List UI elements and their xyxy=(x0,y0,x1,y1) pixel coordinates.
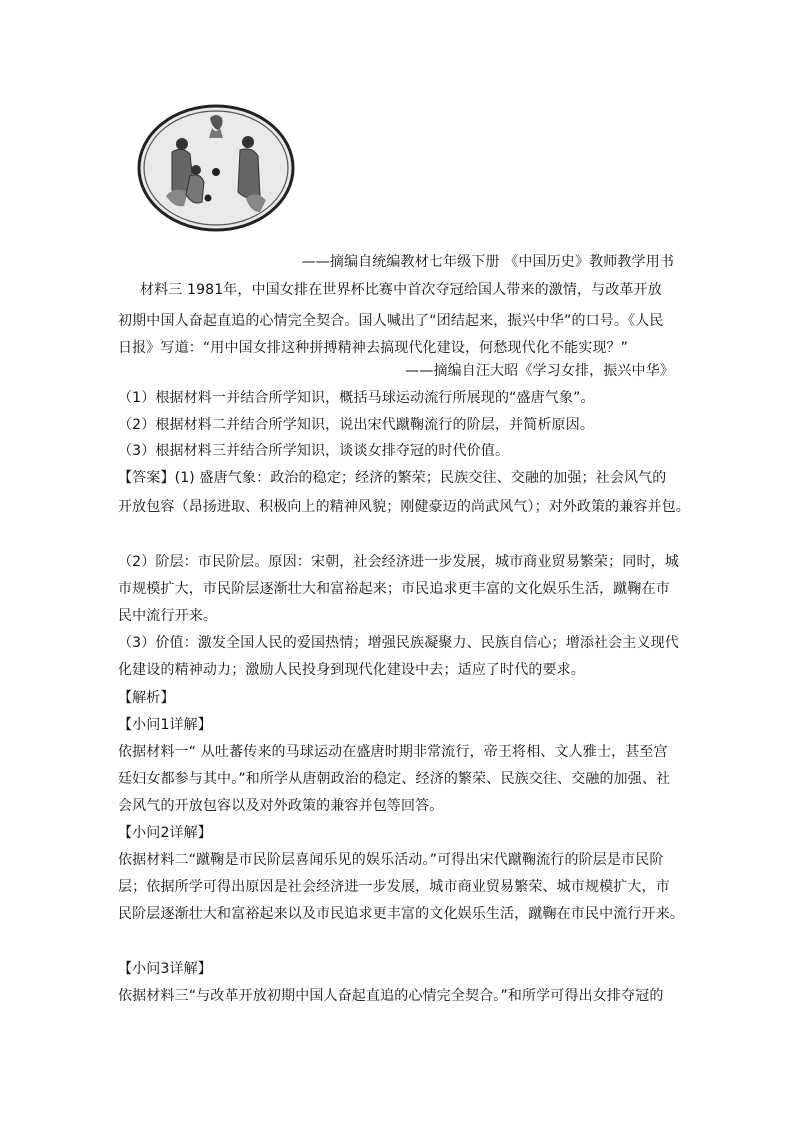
question-1: （1）根据材料一并结合所学知识，概括马球运动流行所展现的“盛唐气象”。 xyxy=(118,390,595,406)
answer-part-2-line-2: 市规模扩大，市民阶层逐渐壮大和富裕起来；市民追求更丰富的文化娱乐生活，蹴鞠在市 xyxy=(118,581,670,597)
question-2: （2）根据材料二并结合所学知识，说出宋代蹴鞠流行的阶层，并简析原因。 xyxy=(118,417,595,433)
answer-line-2: 开放包容（昂扬进取、积极向上的精神风貌；刚健豪迈的尚武风气）；对外政策的兼容并包。 xyxy=(118,499,690,515)
analysis-heading: 【解析】 xyxy=(118,690,175,706)
answer-line-1: 【答案】(1) 盛唐气象：政治的稳定；经济的繁荣；民族交往、交融的加强；社会风气的 xyxy=(118,470,667,486)
analysis-q2-line-1: 依据材料二“蹴鞠是市民阶层喜闻乐见的娱乐活动。”可得出宋代蹴鞠流行的阶层是市民阶 xyxy=(118,852,664,868)
analysis-q3-heading: 【小问3详解】 xyxy=(118,961,212,977)
answer-part-2-line-1: （2）阶层：市民阶层。原因：宋朝，社会经济进一步发展，城市商业贸易繁荣；同时，城 xyxy=(118,554,679,570)
material-3-line-2: 初期中国人奋起直追的心情完全契合。国人喊出了“团结起来，振兴中华”的口号。《人民 xyxy=(118,313,664,329)
material-3-line-3: 日报》写道：“用中国女排这种拼搏精神去搞现代化建设，何愁现代化不能实现？” xyxy=(118,340,629,356)
analysis-q1-line-3: 会风气的开放包容以及对外政策的兼容并包等回答。 xyxy=(118,798,444,814)
answer-part-3-line-2: 化建设的精神动力；激励人民投身到现代化建设中去；适应了时代的要求。 xyxy=(118,662,585,678)
material-3-source: ——摘编自汪大昭《学习女排，振兴中华》 xyxy=(405,363,674,379)
analysis-q1-line-1: 依据材料一“ 从吐蕃传来的马球运动在盛唐时期非常流行，帝王将相、文人雅士，甚至宫 xyxy=(118,744,668,760)
question-3: （3）根据材料三并结合所学知识，谈谈女排夺冠的时代价值。 xyxy=(118,443,510,459)
analysis-q2-line-3: 民阶层逐渐壮大和富裕起来以及市民追求更丰富的文化娱乐生活，蹴鞠在市民中流行开来。 xyxy=(118,906,684,922)
analysis-q1-line-2: 廷妇女都参与其中。”和所学从唐朝政治的稳定、经济的繁荣、民族交往、交融的加强、社 xyxy=(118,771,671,787)
material-2-source: ——摘编自统编教材七年级下册 《中国历史》教师教学用书 xyxy=(301,254,674,270)
bronze-mirror-cuju-illustration xyxy=(136,104,296,232)
answer-part-3-line-1: （3）价值：激发全国人民的爱国热情；增强民族凝聚力、民族自信心；增添社会主义现代 xyxy=(118,635,679,651)
analysis-q3-line-1: 依据材料三“与改革开放初期中国人奋起直追的心情完全契合。”和所学可得出女排夺冠的 xyxy=(118,988,664,1004)
analysis-q2-heading: 【小问2详解】 xyxy=(118,825,212,841)
answer-part-2-line-3: 民中流行开来。 xyxy=(118,608,218,624)
analysis-q2-line-2: 层；依据所学可得出原因是社会经济进一步发展，城市商业贸易繁荣、城市规模扩大，市 xyxy=(118,879,670,895)
material-3-line-1: 材料三 1981年，中国女排在世界杯比赛中首次夺冠给国人带来的激情，与改革开放 xyxy=(140,282,662,298)
analysis-q1-heading: 【小问1详解】 xyxy=(118,717,212,733)
